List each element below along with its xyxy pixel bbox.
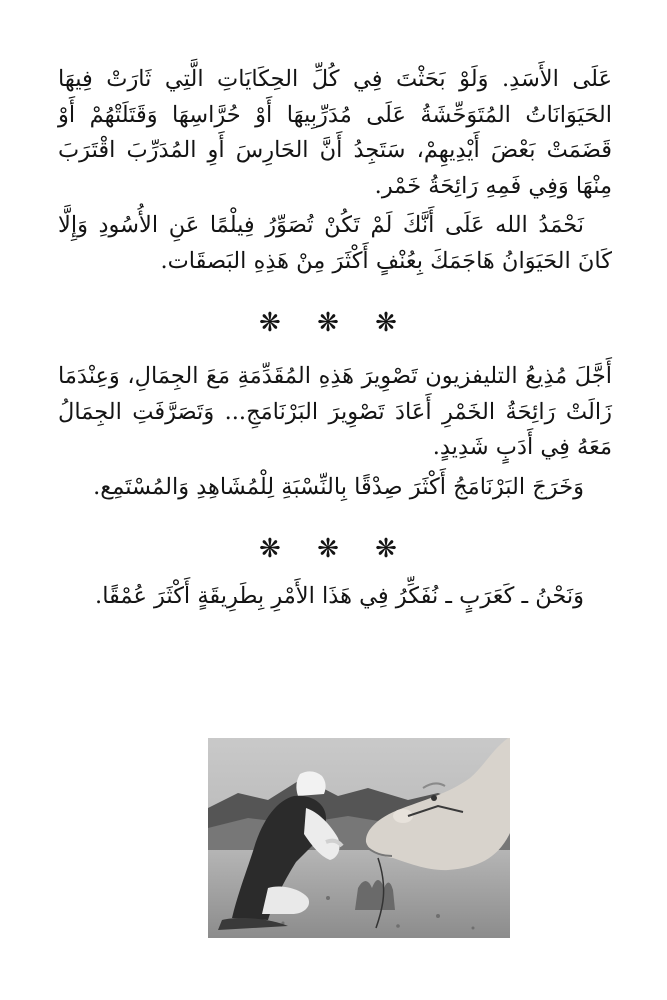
section-separator: ❋ ❋ ❋ [259,308,411,338]
section-separator: ❋ ❋ ❋ [259,534,411,564]
camel-bedouin-photo [208,738,510,938]
paragraph-program-result: وَخَرَجَ البَرْنَامَجُ أَكْثَرَ صِدْقًا بِالنِّسْبَةِ لِلْمُشَاهِدِ وَالمُسْتَمِع. [93,473,584,500]
book-page [58,62,612,615]
photo-illustration [208,738,510,938]
paragraph-lion-stories: عَلَى الأَسَدِ. وَلَوْ بَحَثْتَ فِي كُلِّ الحِكَايَاتِ الَّتِي ثَارَتْ فِيهَا الحَيَوَانَاتُ المُتَوَحِّشَةُ عَلَى مُدَرِّبِيهَا أَوْ حُرَّاسِهَا وَقَتَلَتْهُمْ أَوْ قَضَمَتْ بَعْضَ أَيْدِيهِمْ، سَتَجِدُ أَنَّ الحَارِسَ أَوِ المُدَرِّبَ اقْتَرَبَ مِنْهَا وَفِي فَمِهِ رَائِحَةُ خَمْر. [58,66,612,199]
paragraph-as-arabs: وَنَحْنُ ـ كَعَرَبٍ ـ نُفَكِّرُ فِي هَذَا الأَمْرِ بِطَرِيقَةٍ أَكْثَرَ عُمْقًا. [95,583,584,609]
paragraph-thank-god: نَحْمَدُ الله عَلَى أَنَّكَ لَمْ تَكُنْ تُصَوِّرُ فِيلْمًا عَنِ الأُسُودِ وَإِلَّا كَانَ الحَيَوَانُ هَاجَمَكَ بِعُنْفٍ أَكْثَرَ مِنْ هَذِهِ البَصقَات. [58,212,612,274]
paragraph-tv-host: أَجَّلَ مُذِيعُ التليفزيون تَصْوِيرَ هَذِهِ المُقَدِّمَةِ مَعَ الجِمَالِ، وَعِنْدَمَا زَالَتْ رَائِحَةُ الخَمْرِ أَعَادَ تَصْوِيرَ البَرْنَامَجِ... وَتَصَرَّفَتِ الجِمَالُ مَعَهُ فِي أَدَبٍ شَدِيدٍ. [58,363,612,460]
